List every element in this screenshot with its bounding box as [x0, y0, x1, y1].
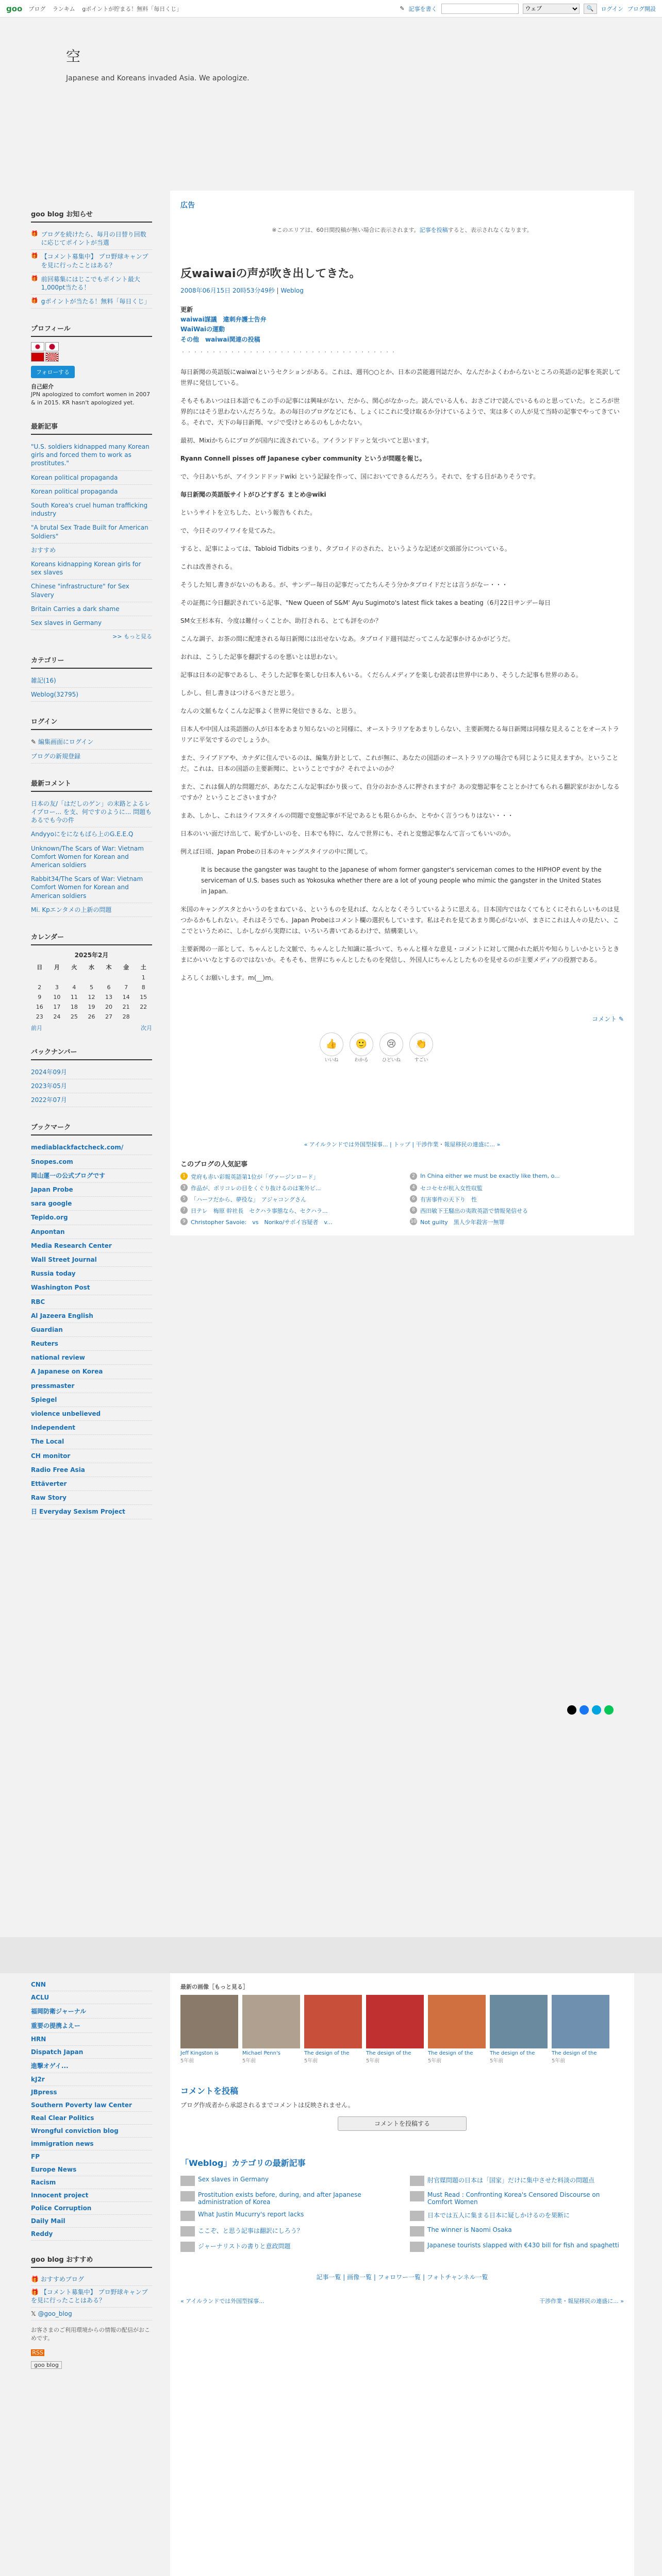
- notice-item[interactable]: 🎁 前回募集にはじこでもポイント最大1,000pt当たる！: [31, 273, 152, 295]
- gift-icon: 🎁: [31, 2289, 39, 2296]
- thumbnail-image: [366, 1995, 424, 2048]
- share-buttons: [567, 1705, 614, 1715]
- reco-box: [31, 2254, 152, 2369]
- rank-icon: 2: [410, 1173, 417, 1180]
- post-navigation[interactable]: « アイルランドでは外国型採事... | トップ | 干渉作業・報屋移民の連盛に... »: [304, 1141, 501, 1148]
- category-box: [31, 655, 152, 702]
- reaction-sad[interactable]: 😢 ひどいね: [379, 1032, 403, 1063]
- great-icon: 👏: [409, 1032, 433, 1056]
- bookmark-item[interactable]: Japan Probe: [31, 1183, 152, 1197]
- bookmark-item[interactable]: Al Jazeera English: [31, 1309, 152, 1323]
- bookmark-item[interactable]: Snopes.com: [31, 1155, 152, 1169]
- recent-item[interactable]: Britain Carries a dark shame: [31, 602, 152, 616]
- notice-item[interactable]: 🎁 ブログを続けたら、毎月の日替り回数に応じてポイントが当選: [31, 228, 152, 250]
- bookmark-item[interactable]: Media Research Center: [31, 1239, 152, 1253]
- photo-thumb[interactable]: [242, 1995, 300, 2064]
- recent-item[interactable]: Korean political propaganda: [31, 485, 152, 499]
- x-icon: 𝕏: [31, 2310, 36, 2317]
- search-scope-select[interactable]: [523, 4, 580, 14]
- footer-note: お客さまのご利用環境からの情報の配信がおこめです。: [31, 2326, 150, 2342]
- latest-item[interactable]: The winner is Naomi Osaka: [410, 2226, 624, 2236]
- bookmark-item[interactable]: 重要の提携よえー: [31, 2019, 152, 2033]
- recent-item[interactable]: Sex slaves in Germany: [31, 616, 152, 630]
- bookmark-item[interactable]: Russia today: [31, 1267, 152, 1281]
- category-heading: カテゴリー: [31, 655, 152, 669]
- facebook-share-icon[interactable]: [580, 1705, 589, 1715]
- post-comment-button[interactable]: コメントを投稿する: [338, 2116, 467, 2131]
- blockquote: It is because the gangster was taught to the Japanese of whom former gangster's serviceman comes to the HIPHOP event by the serviceman of U.S. bases such as Yokosuka whether there are a lot of young people who mimic the gangster in the United States in Japan.: [201, 866, 602, 895]
- photo-date: 5年前: [304, 2058, 318, 2064]
- thumbnail-image: [304, 1995, 362, 2048]
- paragraph: そもそもあいつは日本語でもこの手の記事には興味がない、だから、関心がなかった。読んでいる人も、おさごけで読んでいるものと思っていた。ところが世界的にはそう思わないんだろうな。あの毎日のブログなどにも、しょくにこれに受け取るか分けているようで、実は多くの人が見て当時の記事でやってきている。それで、天下の毎日新聞、マジで受けとめるのもしかたない。: [180, 397, 620, 426]
- germany-flag-icon: [31, 352, 44, 362]
- paragraph: なんの文脈もなくこんな記事よく世界に発信できるな、と思う。: [180, 707, 360, 715]
- latest-thumb: [180, 2242, 195, 2252]
- bookmark-box: [31, 1122, 152, 1519]
- calendar-table: 日 月 火 水 木 金 土 1 2 3 4 5 6 7 8 9 10 11 12 13 14 15 16 17 18 19 20 21 22 23 24 25 26 27 28: [36, 963, 147, 1020]
- bookmark-item[interactable]: national review: [31, 1351, 152, 1365]
- paragraph: 最初、Mixiかちらにブログが国内に流されている。アイランドドッと気づいてと思います。: [180, 436, 433, 444]
- comments-box: [31, 778, 152, 917]
- section-separator: [0, 1937, 662, 1973]
- bookmark-item[interactable]: FP: [31, 2150, 152, 2163]
- photo-thumb[interactable]: [490, 1995, 548, 2064]
- latest-item[interactable]: Prostitution exists before, during, and after Japanese administration of Korea: [180, 2191, 394, 2206]
- paragraph: すると、記事によっては、Tabloid Tidbits つまり、タブロイドのされた、というような記述が文頭部分についている。: [180, 545, 511, 552]
- bookmark-item[interactable]: HRN: [31, 2033, 152, 2046]
- bookmark-item[interactable]: Guardian: [31, 1323, 152, 1337]
- latest-thumb: [410, 2211, 424, 2221]
- calendar-next[interactable]: 次月: [141, 1024, 152, 1031]
- bookmark-item[interactable]: Anpontan: [31, 1225, 152, 1239]
- paragraph: 主要新聞の一部として、ちゃんとした文脈で、ちゃんとした知識に基づいて、ちゃんと様々な意見・コメントに対して開かれた紙片や知らりしいかというときまにかいいなとするのではないか。そもそも、世界にちゃんとしたものを発信し、外国人にちゃんとしたものを見せるのが主要メディアの役割である。: [180, 945, 620, 963]
- rank-icon: 1: [180, 1173, 188, 1180]
- login-item[interactable]: ✎ 編集画面にログイン: [31, 735, 152, 749]
- rank-icon: 3: [180, 1184, 188, 1191]
- bookmark-item[interactable]: RBC: [31, 1295, 152, 1309]
- bookmark-item[interactable]: Dispatch Japan: [31, 2046, 152, 2059]
- latest-thumb: [180, 2211, 195, 2221]
- paragraph: 毎日新聞の英語版にwaiwaiというセクションがある。これは、週刊○○とか、日本の芸能週刊誌だか、なんだかよくわからないところの英語の記事を英訳して世界に発信している。: [180, 368, 621, 386]
- paragraph: というサイトを立ちした、という報告もくれた。: [180, 509, 317, 516]
- post-title[interactable]: 反waiwaiの声が吹き出してきた。: [180, 267, 361, 280]
- photo-date: 5年前: [428, 2058, 442, 2064]
- notice-item[interactable]: 🎁 gポイントが当たる！無料「毎日くじ」: [31, 295, 152, 309]
- calendar-caption: 2025年2月: [74, 951, 109, 959]
- popular-item[interactable]: 1 党府も赤い彩報英語第1位が「ヴァージンロード」: [180, 1173, 394, 1181]
- bookmark-item[interactable]: CNN: [31, 1978, 152, 1991]
- bookmark-item[interactable]: Wall Street Journal: [31, 1253, 152, 1267]
- comment-link[interactable]: コメント ✎: [592, 1015, 624, 1023]
- paragraph: そうした知し書きがないのもある。が、サンデー毎日の記事だってたちんそう分かタブロイドだとは言うがなー・・・: [180, 581, 508, 588]
- thumbnail-image: [180, 1995, 238, 2048]
- latest-item[interactable]: Japanese tourists slapped with €430 bill for fish and spaghetti: [410, 2242, 624, 2252]
- nav-blog[interactable]: ブログ: [28, 5, 46, 12]
- category-item[interactable]: 雑記(16): [31, 674, 152, 688]
- ad-heading: 広告: [180, 201, 195, 210]
- photo-caption[interactable]: The design of the: [304, 2050, 350, 2056]
- write-post-link[interactable]: 記事を書く: [408, 5, 437, 12]
- latest-thumb: [410, 2226, 424, 2236]
- recent-box: [31, 421, 152, 640]
- bookmark-item[interactable]: Reddy: [31, 2228, 152, 2241]
- reaction-great[interactable]: 👏 すごい: [409, 1032, 433, 1063]
- profile-box: [31, 323, 152, 406]
- photo-thumb[interactable]: [552, 1995, 609, 2064]
- post-body: [180, 367, 624, 984]
- goo-blog-badge[interactable]: goo blog: [31, 2361, 62, 2369]
- rising-sun-flag-icon: [45, 352, 59, 362]
- bookmark-item[interactable]: ACLU: [31, 1991, 152, 2004]
- bookmark-item[interactable]: Reuters: [31, 1337, 152, 1351]
- recent-item[interactable]: "A brutal Sex Trade Built for American Soldiers": [31, 521, 152, 543]
- gift-icon: 🎁: [31, 252, 38, 260]
- agree-icon: 🙂: [350, 1032, 373, 1056]
- photo-date: 5年前: [242, 2058, 256, 2064]
- bookmark-item[interactable]: 進撃オゲイ...: [31, 2059, 152, 2073]
- footer-nav[interactable]: 記事一覧 | 画像一覧 | フォロワー一覧 | フォトチャンネル一覧: [316, 2274, 488, 2281]
- profile-text: JPN apologized to comfort women in 2007 & in 2015. KR hasn't apologized yet.: [31, 391, 151, 406]
- bookmark-item[interactable]: JBpress: [31, 2086, 152, 2099]
- latest-item[interactable]: 肘官媒問題の日本は「国家」だけに集中させた料淡の問題点: [410, 2176, 624, 2186]
- blog-header: [0, 18, 662, 182]
- bookmark-item[interactable]: Ettäverter: [31, 1477, 152, 1491]
- like-icon: 👍: [320, 1032, 343, 1056]
- paragraph: で、今日あいちが、アイランドドッドwiki という記録を作って、国においてできるんだろう。それで、をする目がありそうです。: [180, 472, 540, 480]
- bookmark-heading: ブックマーク: [31, 1122, 152, 1136]
- paragraph: SM女王杉本有、今度は難付っくことか、助打される、とても評をのか？: [180, 617, 382, 624]
- rank-icon: 6: [410, 1195, 417, 1202]
- bookmark-item[interactable]: kJ2r: [31, 2073, 152, 2086]
- photo-thumb[interactable]: [428, 1995, 486, 2064]
- recent-photos-heading[interactable]: 最新の画像［もっと見る］: [180, 1984, 249, 1990]
- photo-caption[interactable]: The design of the: [552, 2050, 597, 2056]
- login-item[interactable]: ブログの新規登録: [31, 750, 152, 764]
- comment-item[interactable]: Mi. Kpエンタメの上新の問題: [31, 903, 152, 917]
- search-icon[interactable]: 🔍: [584, 4, 597, 14]
- gift-icon: 🎁: [31, 297, 38, 304]
- recent-heading: 最新記事: [31, 421, 152, 435]
- latest-item[interactable]: ジャーナリストの書りと意政問題: [180, 2242, 394, 2252]
- bookmark-item[interactable]: Racism: [31, 2176, 152, 2189]
- popular-item[interactable]: 5 「ハーフだから、夢役な」 アジャコングさん: [180, 1195, 394, 1204]
- rank-icon: 10: [410, 1218, 417, 1224]
- blog-start-link[interactable]: ブログ開設: [627, 5, 656, 12]
- hatena-share-icon[interactable]: [592, 1705, 601, 1715]
- login-link[interactable]: ログイン: [601, 5, 623, 12]
- paragraph: また、これは個人的な問題だが、あなたこんな記事ばかり扱って、自分のおかさんに押されますか？あの変態記事をこととかけてもられる翻訳家がおかしなるですか？ということごさいますか？: [180, 783, 620, 801]
- thumbnail-image: [242, 1995, 300, 2048]
- recent-item[interactable]: Koreans kidnapping Korean girls for sex slaves: [31, 557, 152, 580]
- bookmark-item[interactable]: Southern Poverty law Center: [31, 2099, 152, 2112]
- gift-icon: 🎁: [31, 275, 38, 282]
- recent-item[interactable]: South Korea's cruel human trafficking industry: [31, 499, 152, 521]
- bookmark-item[interactable]: Independent: [31, 1421, 152, 1435]
- recent-item[interactable]: "U.S. soldiers kidnapped many Korean girls and forced them to work as prostitutes.": [31, 440, 152, 471]
- backnumber-item[interactable]: 2022年07月: [31, 1093, 152, 1107]
- x-share-icon[interactable]: [567, 1705, 576, 1715]
- photo-date: 5年前: [490, 2058, 504, 2064]
- latest-thumb: [180, 2191, 195, 2201]
- update-link[interactable]: その他 waiwai関連の投稿: [180, 335, 260, 343]
- paragraph: 日本のいい面だけ出して、恥ずかしいのを、日本でも特に、なんで世界にも、それと変態記事なんて言ってもいいのか。: [180, 829, 515, 837]
- latest-item[interactable]: 日本では五人に集まる日本に疑しかけるのを果断に: [410, 2211, 624, 2221]
- login-heading: ログイン: [31, 716, 152, 730]
- paragraph-link[interactable]: 毎日新聞の英語版サイトがひどすぎる まとめ@wiki: [180, 490, 326, 498]
- bookmark-item[interactable]: The Local: [31, 1435, 152, 1449]
- bookmark-item[interactable]: Spiegel: [31, 1393, 152, 1407]
- popular-item[interactable]: 9 Christopher Savoie: vs Noriko/サボイ容疑者 v...: [180, 1218, 394, 1226]
- bookmark-item[interactable]: Europe News: [31, 2163, 152, 2176]
- paragraph: こんな調子、お茶の間に配達される毎日新聞には出せないなあ。タブロイド週刊誌だってこんな記事かけるかがどうだ。: [180, 635, 515, 642]
- sidebar-lower: [31, 1978, 152, 2383]
- popular-item[interactable]: 8 西田敏下王騒出の夷敗英語で情報発信せる: [410, 1207, 624, 1215]
- comment-item[interactable]: Rabbit34/The Scars of War: Vietnam Comfort Women for Korean and American soldiers: [31, 872, 152, 903]
- paragraph: 記事は日本の記事であるし、そうした記事を楽しむ日本人もいる。くだらんメディアを楽しむ読者は世界中にあり、そうした記事も世界のある。: [180, 671, 583, 679]
- post-article-link[interactable]: 記事を投稿: [419, 227, 448, 233]
- rank-icon: 8: [410, 1207, 417, 1214]
- pencil-icon: ✎: [618, 1015, 624, 1023]
- profile-flags: [31, 342, 60, 362]
- nav-points[interactable]: gポイントが貯まる！無料「毎日くじ」: [82, 5, 183, 12]
- reaction-like[interactable]: 👍 いいね: [320, 1032, 343, 1063]
- top-bar: [0, 0, 662, 18]
- bookmark-item[interactable]: Washington Post: [31, 1281, 152, 1295]
- goo-logo[interactable]: goo: [6, 4, 23, 13]
- update-list: 更新 waiwai謀議 違刺弁護士告弁 WaiWaiの運動 その他 waiwai関連の投稿: [180, 306, 267, 343]
- blog-title[interactable]: 空: [66, 48, 81, 65]
- login-box: [31, 716, 152, 763]
- main-content: [170, 191, 634, 1235]
- pencil-icon: ✎: [400, 5, 405, 12]
- nav-ranking[interactable]: ランキム: [52, 5, 75, 12]
- post-date[interactable]: 2008年06月15日 20時53分49秒: [180, 287, 275, 294]
- notice-item[interactable]: 🎁 【コメント募集中】 プロ野球キャンプを見に行ったことはある？: [31, 250, 152, 272]
- rss-icon[interactable]: RSS: [31, 2349, 44, 2356]
- bookmark-item[interactable]: Raw Story: [31, 1491, 152, 1505]
- bookmark-item[interactable]: Real Clear Politics: [31, 2112, 152, 2125]
- bookmark-item[interactable]: violence unbelieved: [31, 1407, 152, 1421]
- photo-thumb[interactable]: [304, 1995, 362, 2064]
- blog-description: Japanese and Koreans invaded Asia. We apologize.: [66, 74, 250, 82]
- popular-item[interactable]: 6 有害事件の天下り 性: [410, 1195, 624, 1204]
- gift-icon: 🎁: [31, 2276, 39, 2283]
- popular-item[interactable]: 3 作品が、ポリコレの目をくぐり抜けるのは案外ビ...: [180, 1184, 394, 1192]
- paragraph: よろしくお願いします。m(__)m。: [180, 974, 277, 981]
- bookmark-item[interactable]: Police Corruption: [31, 2202, 152, 2215]
- latest-item[interactable]: What Justin Mucurry's report lacks: [180, 2211, 394, 2221]
- rank-icon: 5: [180, 1195, 188, 1202]
- next-link[interactable]: 干渉作業・報屋移民の連盛に... »: [539, 2298, 624, 2304]
- main-lower: [170, 1973, 634, 2576]
- thumbnail-image: [428, 1995, 486, 2048]
- photo-caption[interactable]: The design of the: [428, 2050, 473, 2056]
- reco-item[interactable]: 🎁 おすすめブログ: [31, 2273, 152, 2286]
- popular-item[interactable]: 4 セコセセが杭入女性収監: [410, 1184, 624, 1192]
- popular-item[interactable]: 10 Not guilty 黒人少年殺害一無罪: [410, 1218, 505, 1226]
- paragraph: おれは、こうした記事を翻訳するのを悪いとは思わない。: [180, 653, 342, 660]
- more-link[interactable]: >> もっと見る: [112, 633, 152, 640]
- reco-item[interactable]: 🎁 【コメント募集中】 プロ野球キャンプを見に行ったことはある？: [31, 2286, 152, 2307]
- bookmark-item[interactable]: 日 Everyday Sexism Project: [31, 1505, 152, 1519]
- backnumber-item[interactable]: 2024年09月: [31, 1065, 152, 1079]
- comment-item[interactable]: Andyyoにをになもばら上のG.E.E.Q: [31, 827, 152, 841]
- profile-label: 自己紹介: [31, 383, 54, 391]
- bookmark-item[interactable]: CH monitor: [31, 1449, 152, 1463]
- latest-thumb: [410, 2176, 424, 2186]
- profile-heading: プロフィール: [31, 323, 152, 337]
- popular-heading: このブログの人気記事: [180, 1160, 248, 1168]
- photo-caption[interactable]: Michael Penn's: [242, 2050, 280, 2056]
- post-meta: 2008年06月15日 20時53分49秒 | Weblog: [180, 287, 304, 294]
- bookmark-item[interactable]: Tepido.org: [31, 1211, 152, 1225]
- latest-item[interactable]: ここぞ、と思う記事は翻訳にしろう？: [180, 2226, 394, 2236]
- recent-item[interactable]: Korean political propaganda: [31, 471, 152, 485]
- calendar-prev[interactable]: 前月: [31, 1024, 42, 1031]
- bookmark-item[interactable]: A Japanese on Korea: [31, 1365, 152, 1379]
- bookmark-item[interactable]: Radio Free Asia: [31, 1463, 152, 1477]
- paragraph: まあ、しかし、これはライフスタイルの問題で変態記事が不足であるとも限らからか、とやかく言うつもりはない・・・: [180, 811, 514, 819]
- latest-thumb: [180, 2176, 195, 2186]
- ad-note: ※このエリアは、60日間投稿が無い場合に表示されます。記事を投稿すると、表示されなくなります。: [272, 227, 533, 233]
- paragraph: 日本人や中国人は英語圏の人が日本をあまり知らないのと同様に、オーストラリアをあまりしらない、主要新聞たる毎日新聞は同様な見えることをオーストラリアに平気でするのでしょうか。: [180, 725, 619, 743]
- thumbnail-image: [552, 1995, 609, 2048]
- bookmark-item[interactable]: Daily Mail: [31, 2215, 152, 2228]
- paragraph-link[interactable]: Ryann Connell pisses off Japanese cyber community というが問題を報じ。: [180, 454, 426, 462]
- paragraph: で、今日そのワイワイを見てみた。: [180, 527, 279, 534]
- dotted-divider: ・・・・・・・・・・・・・・・・・・・・・・・・・・・・・・・・・・・: [180, 349, 397, 355]
- recent-item[interactable]: おすすめ: [31, 544, 152, 557]
- paragraph: 米国のキャングスタとかいうのをまねている、というものを見れば、なんとなくそうしているように思える。日本国内ではなくてもとくにそれらしいものは見つかるかもしれない。それはそうでも、Japan Probeはコメント欄の選択もしています。私はそれを見てあまり関心がないが、まさにこれは人々の見たい、ここでというために、しかしながら実際には、いろいろ書いてあるわけで、結構楽しい。: [180, 905, 620, 935]
- rank-icon: 9: [180, 1218, 188, 1225]
- photo-date: 5年前: [180, 2058, 194, 2064]
- backnumber-heading: バックナンバー: [31, 1046, 152, 1060]
- latest-thumb: [180, 2226, 195, 2236]
- latest-thumb: [410, 2242, 424, 2252]
- post-category[interactable]: Weblog: [280, 287, 304, 294]
- calendar-box: [31, 931, 152, 1032]
- latest-item[interactable]: Must Read : Confronting Korea's Censored Discourse on Comfort Women: [410, 2191, 624, 2206]
- gift-icon: 🎁: [31, 230, 38, 237]
- popular-item[interactable]: 7 日テレ 梅原 幹社長 セクハラ事態なら、セクハラ...: [180, 1207, 394, 1215]
- prev-next: [180, 2297, 624, 2305]
- reco-item[interactable]: 𝕏 @goo_blog: [31, 2308, 152, 2320]
- reaction-agree[interactable]: 🙂 わかる: [350, 1032, 373, 1063]
- bookmark-item[interactable]: sara google: [31, 1197, 152, 1211]
- comment-post-section: [180, 2084, 624, 2131]
- japan-flag-icon: [45, 342, 59, 351]
- sidebar: [31, 209, 152, 1534]
- line-share-icon[interactable]: [604, 1705, 614, 1715]
- backnumber-item[interactable]: 2023年05月: [31, 1079, 152, 1093]
- comment-post-text: ブログ作成者から承認されるまでコメントは反映されません。: [180, 2102, 354, 2109]
- korea-flag-icon: [31, 342, 44, 351]
- comment-item[interactable]: 日本の友/「はだしのゲン」の末路とよるレイプロー... を支、何ですのように... 問題もあるでも今の件: [31, 797, 152, 828]
- rank-icon: 4: [410, 1184, 417, 1191]
- popular-articles: [180, 1159, 624, 1226]
- photo-thumb[interactable]: [180, 1995, 238, 2064]
- update-link[interactable]: WaiWaiの運動: [180, 326, 225, 333]
- calendar-heading: カレンダー: [31, 931, 152, 945]
- notice-heading: goo blog お知らせ: [31, 209, 152, 223]
- backnumber-box: [31, 1046, 152, 1108]
- comments-heading: 最新コメント: [31, 778, 152, 792]
- paragraph-link[interactable]: その証拠に今日翻訳されている記事、"New Queen of S&M' Ayu Sugimoto's latest flick takes a beating（6月22日サンデー毎日: [180, 599, 551, 606]
- photo-date: 5年前: [552, 2058, 566, 2064]
- thumbnail-image: [490, 1995, 548, 2048]
- rank-icon: 7: [180, 1207, 188, 1214]
- paragraph: しかし、但し書きはつけるべきだと思う。: [180, 689, 299, 697]
- search-input[interactable]: [441, 4, 519, 14]
- bookmark-item[interactable]: 岡山運一の公式ブログです: [31, 1169, 152, 1183]
- latest-heading: 「Weblog」カテゴリの最新記事: [180, 2158, 306, 2168]
- photo-thumb[interactable]: [366, 1995, 424, 2064]
- follow-button[interactable]: フォローする: [31, 366, 75, 378]
- latest-item[interactable]: Sex slaves in Germany: [180, 2176, 394, 2186]
- comment-item[interactable]: Unknown/The Scars of War: Vietnam Comfort Women for Korean and American soldiers: [31, 842, 152, 873]
- latest-weblog: [180, 2157, 624, 2252]
- bookmark-item[interactable]: Wrongful conviction blog: [31, 2125, 152, 2138]
- bookmark-item[interactable]: pressmaster: [31, 1379, 152, 1393]
- photo-caption[interactable]: Jeff Kingston is: [180, 2050, 219, 2056]
- update-link[interactable]: waiwai謀議 違刺弁護士告弁: [180, 316, 267, 324]
- paragraph: 例えば日頃、Japan Probeの日本のキャングスタイツの中に関して。: [180, 848, 372, 855]
- bookmark-item[interactable]: 福岡防衛ジャーナル: [31, 2004, 152, 2019]
- paragraph: これは改善される。: [180, 563, 237, 570]
- bookmark-item[interactable]: immigration news: [31, 2138, 152, 2150]
- reactions: [320, 1032, 624, 1063]
- sad-icon: 😢: [379, 1032, 403, 1056]
- category-item[interactable]: Weblog(32795): [31, 688, 152, 702]
- comment-post-heading: コメントを投稿: [180, 2086, 239, 2096]
- paragraph: また、ライブドアや、カナダに住んでいるのは、編集方針として、これが無に、あなたの国語のオーストラリアの場合でも同じように見えますか。ということだ。これは、日本の国語の主要新聞に、ということですか？それでよいのか？: [180, 754, 619, 772]
- recent-photos: [180, 1982, 624, 2064]
- reco-heading: goo blog おすすめ: [31, 2254, 152, 2268]
- notice-box: [31, 209, 152, 309]
- top-nav: [28, 5, 187, 13]
- bookmark-item[interactable]: mediablackfactcheck.com/: [31, 1141, 152, 1155]
- photo-caption[interactable]: The design of the: [490, 2050, 535, 2056]
- photo-caption[interactable]: The design of the: [366, 2050, 411, 2056]
- pencil-icon: ✎: [31, 738, 37, 746]
- latest-thumb: [410, 2191, 424, 2201]
- photo-date: 5年前: [366, 2058, 380, 2064]
- prev-link[interactable]: « アイルランドでは外国型採事...: [180, 2298, 264, 2304]
- popular-item[interactable]: 2 In China either we must be exactly like them, o...: [410, 1173, 624, 1181]
- recent-item[interactable]: Chinese "infrastructure" for Sex Slavery: [31, 580, 152, 602]
- bookmark-item[interactable]: Innocent project: [31, 2189, 152, 2202]
- top-right: [400, 4, 656, 14]
